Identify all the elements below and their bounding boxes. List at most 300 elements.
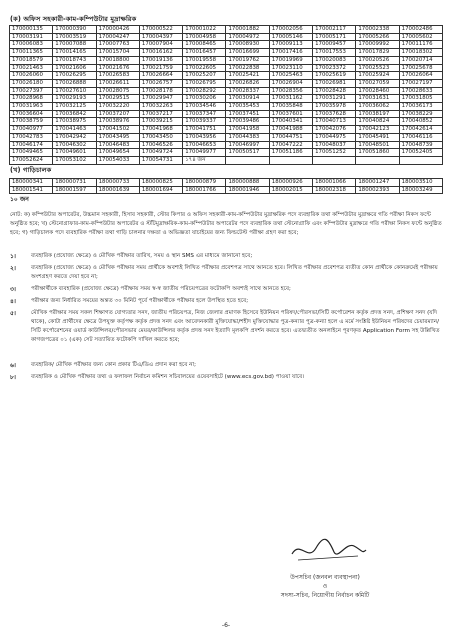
- roll-cell: [356, 49, 399, 57]
- roll-number: 170037217: [141, 110, 173, 117]
- roll-number: 170028428: [315, 87, 346, 94]
- roll-number: 170021606: [55, 64, 87, 71]
- roll-cell: [183, 126, 226, 134]
- roll-cell: [356, 110, 399, 118]
- roll-cell: [53, 149, 96, 157]
- roll-number: 170001882: [228, 26, 260, 32]
- roll-number: 180001946: [228, 186, 260, 193]
- roll-number: 170007088: [55, 41, 87, 48]
- roll-number: 170048501: [358, 141, 390, 148]
- roll-cell: [226, 72, 269, 80]
- roll-number: 170054731: [141, 156, 173, 163]
- instruction-text: ব্যবহারিক ও মৌখিক পরীক্ষার তথ্য ও ফলাফল নির্বাচন কমিশন সচিবালয়ের ওয়েবসাইটে (www.ecs.gov.bd) পাওয়া যাবে।: [31, 374, 305, 380]
- roll-number: 170002338: [358, 26, 390, 32]
- roll-number: 170021676: [98, 64, 130, 71]
- roll-number: 170031805: [401, 95, 433, 102]
- roll-cell: [10, 141, 53, 149]
- roll-cell: [53, 156, 96, 164]
- roll-number: 170028178: [141, 87, 173, 94]
- roll-cell: [139, 126, 182, 134]
- roll-cell: [183, 87, 226, 95]
- instruction-number: ৬।: [10, 363, 16, 369]
- roll-cell: [399, 118, 442, 126]
- roll-cell: [356, 26, 399, 34]
- roll-number: 180000341: [12, 179, 43, 185]
- roll-cell: [356, 79, 399, 87]
- roll-cell: [356, 64, 399, 72]
- roll-number: 170043956: [185, 133, 217, 140]
- roll-cell: [269, 41, 312, 49]
- roll-cell: [10, 133, 53, 141]
- roll-cell: [399, 49, 442, 57]
- roll-number: 170004247: [98, 33, 130, 40]
- roll-cell: [96, 79, 139, 87]
- roll-cell: [10, 87, 53, 95]
- roll-cell: [399, 87, 442, 95]
- roll-number: 170028075: [98, 87, 130, 94]
- roll-number: 170025678: [401, 64, 433, 71]
- roll-cell: [53, 87, 96, 95]
- instruction-number: ১।: [10, 254, 16, 260]
- roll-number: 170017416: [271, 49, 303, 56]
- roll-cell: [226, 64, 269, 72]
- roll-cell: [356, 118, 399, 126]
- roll-number: 170026611: [98, 79, 130, 86]
- roll-number: 170041968: [141, 126, 173, 133]
- roll-cell: [139, 87, 182, 95]
- roll-number: 180000888: [228, 179, 260, 185]
- roll-cell: [96, 56, 139, 64]
- roll-cell: [269, 141, 312, 149]
- roll-number: 170020714: [401, 56, 433, 63]
- roll-number: 170044751: [271, 133, 303, 140]
- roll-cell: [53, 49, 96, 57]
- table-row: [10, 141, 443, 149]
- table-row: [10, 179, 443, 187]
- roll-number: 170026060: [12, 72, 43, 79]
- roll-number: 180000731: [55, 179, 87, 185]
- roll-number: 170039337: [185, 118, 217, 125]
- roll-number: 180001694: [141, 186, 173, 193]
- roll-cell: [356, 133, 399, 141]
- table-row: [10, 56, 443, 64]
- roll-cell: [313, 95, 356, 103]
- roll-cell: [399, 110, 442, 118]
- roll-number: 170053102: [55, 156, 87, 163]
- roll-cell: [183, 49, 226, 57]
- roll-cell: [269, 156, 312, 164]
- roll-cell: [139, 179, 182, 187]
- table-row: [10, 33, 443, 41]
- roll-cell: [10, 110, 53, 118]
- roll-number: 170047222: [271, 141, 303, 148]
- roll-number: 170046302: [55, 141, 87, 148]
- roll-number: 170032263: [141, 103, 173, 110]
- roll-cell: [313, 156, 356, 164]
- table-row: [10, 26, 443, 34]
- roll-number: 170031162: [271, 95, 303, 102]
- roll-number: 170027059: [358, 79, 390, 86]
- roll-cell: [183, 179, 226, 187]
- roll-number: 170009113: [271, 41, 303, 48]
- roll-cell: [183, 64, 226, 72]
- roll-number: 170001022: [185, 26, 217, 32]
- roll-number: 170026295: [55, 72, 87, 79]
- roll-number: 170004958: [185, 33, 217, 40]
- roll-number: 170030206: [185, 95, 217, 102]
- roll-number: 170049601: [55, 149, 87, 156]
- roll-number: 170003519: [55, 33, 87, 40]
- roll-cell: [139, 33, 182, 41]
- roll-cell: [269, 79, 312, 87]
- roll-cell: [183, 186, 226, 194]
- roll-number: 170052624: [12, 156, 43, 163]
- roll-number: 170040852: [401, 118, 433, 125]
- roll-cell: [53, 179, 96, 187]
- roll-cell: [10, 179, 53, 187]
- roll-cell: [313, 133, 356, 141]
- roll-number: 170027610: [55, 87, 87, 94]
- roll-cell: [269, 133, 312, 141]
- roll-cell: [313, 186, 356, 194]
- roll-number: 170025924: [358, 72, 390, 79]
- roll-cell: [269, 126, 312, 134]
- roll-cell: [356, 41, 399, 49]
- roll-cell: [183, 95, 226, 103]
- roll-number: 180003249: [401, 186, 433, 193]
- roll-number: 170044975: [315, 133, 346, 140]
- table-row: [10, 126, 443, 134]
- roll-cell: [269, 179, 312, 187]
- table-row: [10, 103, 443, 111]
- roll-number: 170048037: [315, 141, 346, 148]
- roll-number: 170027397: [12, 87, 43, 94]
- roll-number: 170002056: [271, 26, 303, 32]
- roll-number: 170000426: [98, 26, 130, 32]
- roll-number: 170021463: [12, 64, 43, 71]
- roll-number: 170042614: [401, 126, 433, 133]
- roll-cell: [399, 179, 442, 187]
- roll-number: 170020526: [358, 56, 390, 63]
- roll-cell: [139, 103, 182, 111]
- roll-cell: [356, 72, 399, 80]
- roll-cell: [356, 156, 399, 164]
- roll-cell: [356, 149, 399, 157]
- roll-cell: [269, 149, 312, 157]
- instruction-text: পরীক্ষার জন্য নির্ধারিত সময়ের অন্তত ৩০ মিনিট পূর্বে পরীক্ষার্থীকে পরীক্ষার হলে উপস্থিত হতে হবে;: [31, 298, 249, 304]
- roll-number: 170042942: [55, 133, 87, 140]
- note-block: নোট: ক) কম্পিউটার অপারেটর, উচ্চমান সহকারী, হিসাব সহকারী, স্টোর কিপার ও অফিস সহকারী-কাম-কম্পিউটার মুদ্রাক্ষরিক পদে ব্যবহারিক তথা কম্পিউটার মুদ্রাক্ষরে গতি পরীক্ষা নিকস ফন্টে অনুষ্ঠিত হবে; খ) স্টেনোগ্রাফার-কাম-কম্পিউটার অপারেটর ও স্টাঁটমুদ্রাক্ষরিক-কাম-কম্পিউটার অপারেটর পদে ব্যবহারিক তথা স্টেনোগ্রাফি এবং কম্পিউটার মুদ্রাক্ষরে গতি পরীক্ষা নিকস ফন্টে অনুষ্ঠিত হবে; গ) গাড়িচালক পদে ব্যবহারিক পরীক্ষা তথা গাড়ি চালনার দক্ষতা ও অভিজ্ঞতা যাচাইয়ের জন্য ফিল্ডটেস্ট পরীক্ষা গ্রহণ করা হবে;: [10, 212, 442, 236]
- roll-number: 170026664: [141, 72, 173, 79]
- roll-cell: [10, 156, 53, 164]
- roll-number: 170035978: [315, 103, 346, 110]
- roll-cell: [269, 95, 312, 103]
- roll-cell: [139, 41, 182, 49]
- roll-number: 170025463: [271, 72, 303, 79]
- roll-cell: [10, 56, 53, 64]
- roll-cell: [399, 133, 442, 141]
- roll-cell: [53, 26, 96, 34]
- roll-table-office-assistant: [9, 25, 443, 165]
- roll-cell: [53, 126, 96, 134]
- roll-number: 170028292: [185, 87, 217, 94]
- roll-cell: [10, 126, 53, 134]
- roll-cell: [399, 156, 442, 164]
- roll-number: 170029515: [98, 95, 130, 102]
- roll-number: 170051860: [358, 149, 390, 156]
- roll-number: 170017553: [315, 49, 346, 56]
- roll-cell: [313, 64, 356, 72]
- roll-number: 170040341: [271, 118, 303, 125]
- roll-number: 170040824: [358, 118, 390, 125]
- roll-cell: [96, 87, 139, 95]
- page-number: -6-: [221, 622, 231, 629]
- table-row: [10, 72, 443, 80]
- roll-number: 170031963: [12, 103, 43, 110]
- roll-number: 170038975: [55, 118, 87, 125]
- roll-cell: [53, 141, 96, 149]
- roll-number: 170003191: [12, 33, 43, 40]
- instruction-number: ৫।: [10, 311, 16, 317]
- roll-cell: [269, 118, 312, 126]
- roll-cell: [226, 118, 269, 126]
- roll-cell: [313, 33, 356, 41]
- roll-cell: [226, 156, 269, 164]
- roll-cell: [399, 26, 442, 34]
- instruction-text: ব্যবহারিক (প্রযোজ্য ক্ষেত্রে) ও মৌখিক পরীক্ষার তারিখ, সময় ও স্থান SMS এর মাধ্যমে জানানো হবে;: [31, 253, 253, 259]
- roll-cell: [10, 95, 53, 103]
- roll-cell: [313, 103, 356, 111]
- instruction-text: মৌখিক পরীক্ষার সময় সকল শিক্ষাগত যোগ্যতার সনদ, জাতীয় পরিচয়পত্র, নিজ জেলার প্রমাণক হিসেবে ইউনিয়ন পরিষদ/পৌরসভা/সিটি কর্পোরেশন কর্তৃক প্রদত্ত সনদ, প্রশিক্ষণ সনদ (যদি থাকে), কোটা প্রার্থীদের ক্ষেত্রে উপযুক্ত কর্তৃপক্ষ কর্তৃক প্রদত্ত সনদ এবং আবেদনকারী মুক্তিযোদ্ধা/শহীদ মুক্তিযোদ্ধার পুত্র-কন্যার পুত্র-কন্যা হলে এ মর্মে সংশ্লিষ্ট ইউনিয়ন পরিষদের চেয়ারম্যান/সিটি কর্পোরেশনের ওয়ার্ড কাউন্সিলর/পৌরসভার মেয়র/কাউন্সিলর কর্তৃক প্রদত্ত সনদ ইত্যাদি মূলকপি প্রদর্শন করতে হবে। এতদ্ব্যতীত অনলাইনে পূরণকৃত Application Form সহ উল্লিখিত কাগজপত্রের ০১ (এক) সেট সত্যায়িত ফটোকপি দাখিল করতে হবে;: [31, 310, 440, 343]
- roll-cell: [53, 56, 96, 64]
- roll-cell: [356, 56, 399, 64]
- roll-number: 170026180: [12, 79, 43, 86]
- roll-number: 170026888: [55, 79, 87, 86]
- roll-cell: [356, 179, 399, 187]
- roll-cell: [183, 72, 226, 80]
- roll-number: 170026583: [98, 72, 130, 79]
- roll-number: 170023372: [315, 64, 346, 71]
- roll-number: 170043450: [141, 133, 173, 140]
- roll-number: 170000522: [141, 26, 173, 32]
- roll-cell: [139, 79, 182, 87]
- roll-cell: [139, 156, 182, 164]
- roll-cell: [399, 79, 442, 87]
- roll-number: 170025207: [185, 72, 217, 79]
- roll-cell: [10, 33, 53, 41]
- roll-number: 170025523: [358, 64, 390, 71]
- roll-number: 170019969: [271, 56, 303, 63]
- roll-cell: [313, 72, 356, 80]
- roll-cell: [96, 33, 139, 41]
- roll-cell: [269, 103, 312, 111]
- roll-cell: [356, 126, 399, 134]
- roll-cell: [10, 79, 53, 87]
- roll-cell: [226, 56, 269, 64]
- roll-cell: [399, 186, 442, 194]
- roll-cell: [96, 49, 139, 57]
- roll-number: 170046653: [185, 141, 217, 148]
- roll-cell: [53, 72, 96, 80]
- roll-cell: [313, 49, 356, 57]
- roll-number: 170042783: [12, 133, 43, 140]
- roll-number: 170032125: [55, 103, 87, 110]
- roll-cell: [10, 118, 53, 126]
- roll-number: 170037601: [271, 110, 303, 117]
- roll-number: 170037451: [228, 110, 260, 117]
- roll-cell: [139, 110, 182, 118]
- section-b-title: (খ) গাড়িচালক: [10, 166, 52, 174]
- roll-cell: [53, 118, 96, 126]
- roll-cell: [96, 179, 139, 187]
- roll-number: 170023110: [271, 64, 303, 71]
- table-row: [10, 149, 443, 157]
- roll-cell: [96, 103, 139, 111]
- roll-number: 170016162: [141, 49, 173, 56]
- roll-number: 170048739: [401, 141, 433, 148]
- roll-number: 180001766: [185, 186, 217, 193]
- roll-cell: [53, 64, 96, 72]
- roll-number: 170000135: [12, 26, 43, 32]
- table-row: [10, 49, 443, 57]
- section-b-total: ১০ জন: [10, 196, 29, 203]
- table-row: [10, 110, 443, 118]
- roll-number: 180000926: [271, 179, 303, 185]
- roll-cell: [96, 95, 139, 103]
- roll-number: 170052405: [401, 149, 433, 156]
- roll-cell: [226, 87, 269, 95]
- roll-number: 170015704: [98, 49, 130, 56]
- roll-number: 170031291: [315, 95, 346, 102]
- roll-cell: [399, 126, 442, 134]
- roll-cell: [399, 33, 442, 41]
- roll-number: 170007904: [141, 41, 173, 48]
- roll-cell: [53, 95, 96, 103]
- roll-number: 170017829: [358, 49, 390, 56]
- roll-cell: [313, 79, 356, 87]
- table-row: [10, 118, 443, 126]
- roll-number: 170038759: [12, 118, 43, 125]
- roll-number: 170041751: [185, 126, 217, 133]
- roll-number: 170020083: [315, 56, 346, 63]
- roll-cell: [96, 133, 139, 141]
- roll-cell: [139, 64, 182, 72]
- roll-number: 170032220: [98, 103, 130, 110]
- roll-number: 170007763: [98, 41, 130, 48]
- roll-cell: [399, 64, 442, 72]
- roll-number: 170046483: [98, 141, 130, 148]
- roll-number: 170050517: [228, 149, 260, 156]
- roll-cell: [269, 56, 312, 64]
- roll-number: 170004972: [228, 33, 260, 40]
- roll-cell: [96, 126, 139, 134]
- roll-cell: [96, 118, 139, 126]
- roll-cell: [183, 26, 226, 34]
- roll-number: 170046174: [12, 141, 43, 148]
- roll-number: 170043495: [98, 133, 130, 140]
- roll-cell: [356, 87, 399, 95]
- roll-cell: [269, 110, 312, 118]
- roll-cell: [313, 149, 356, 157]
- roll-cell: [269, 49, 312, 57]
- roll-cell: [313, 41, 356, 49]
- roll-number: 170026981: [315, 79, 346, 86]
- roll-cell: [399, 95, 442, 103]
- roll-cell: [269, 186, 312, 194]
- roll-number: 170011365: [12, 49, 43, 56]
- roll-number: 170002486: [401, 26, 433, 32]
- roll-number: 170046997: [228, 141, 260, 148]
- roll-cell: [226, 33, 269, 41]
- roll-number: 170018579: [12, 56, 43, 63]
- roll-cell: [269, 26, 312, 34]
- roll-cell: [183, 141, 226, 149]
- roll-cell: [226, 103, 269, 111]
- roll-number: 170037207: [98, 110, 130, 117]
- roll-cell: [183, 41, 226, 49]
- roll-cell: [313, 118, 356, 126]
- roll-number: 170005266: [358, 33, 390, 40]
- roll-number: 170004397: [141, 33, 173, 40]
- roll-cell: [96, 141, 139, 149]
- roll-cell: [96, 41, 139, 49]
- roll-cell: [53, 79, 96, 87]
- roll-number: 170028356: [271, 87, 303, 94]
- roll-cell: [226, 133, 269, 141]
- roll-number: 170036173: [401, 103, 433, 110]
- roll-number: 170008465: [185, 41, 217, 48]
- roll-number: 170044383: [228, 133, 260, 140]
- roll-number: 170051186: [271, 149, 303, 156]
- roll-cell: [226, 41, 269, 49]
- roll-number: 170041502: [98, 126, 130, 133]
- roll-cell: [139, 118, 182, 126]
- roll-cell: [139, 95, 182, 103]
- roll-cell: [356, 141, 399, 149]
- roll-number: 170000390: [55, 26, 87, 32]
- roll-cell: [399, 103, 442, 111]
- roll-cell: [226, 126, 269, 134]
- roll-cell: [183, 156, 226, 164]
- table-row: [10, 133, 443, 141]
- table-row: [10, 41, 443, 49]
- roll-number: 170019136: [141, 56, 173, 63]
- roll-cell: [10, 186, 53, 194]
- roll-number: 170041463: [55, 126, 87, 133]
- roll-number: 180000879: [185, 179, 217, 185]
- instruction-text: পরীক্ষার্থীকে ব্যবহারিক (প্রযোজ্য ক্ষেত্রে) পরীক্ষায় সময় স্ব-স্ব জাতীয় পরিচয়পত্রের ফটোকপি অবশ্যই সাথে আনতে হবে;: [31, 286, 291, 292]
- roll-number: 170029947: [141, 95, 173, 102]
- roll-cell: [10, 64, 53, 72]
- roll-number: 170005171: [315, 33, 346, 40]
- section-a-title: (ক) অফিস সহকারী-কাম-কম্পিউটার মুদ্রাক্ষরিক: [10, 15, 137, 23]
- roll-number: 170009457: [315, 41, 346, 48]
- roll-number: 170036062: [358, 103, 390, 110]
- roll-number: 170011176: [401, 41, 433, 48]
- roll-number: 170006083: [12, 41, 43, 48]
- roll-number: 180001066: [315, 179, 346, 185]
- roll-cell: [96, 156, 139, 164]
- roll-cell: [10, 26, 53, 34]
- table-row: [10, 64, 443, 72]
- roll-number: 180001597: [55, 186, 87, 193]
- signature-block: [255, 532, 395, 599]
- roll-number: 170026826: [228, 79, 260, 86]
- roll-number: 170049465: [12, 149, 43, 156]
- roll-number: 170039486: [228, 118, 260, 125]
- roll-number: 170036842: [55, 110, 87, 117]
- roll-number: 170037628: [315, 110, 346, 117]
